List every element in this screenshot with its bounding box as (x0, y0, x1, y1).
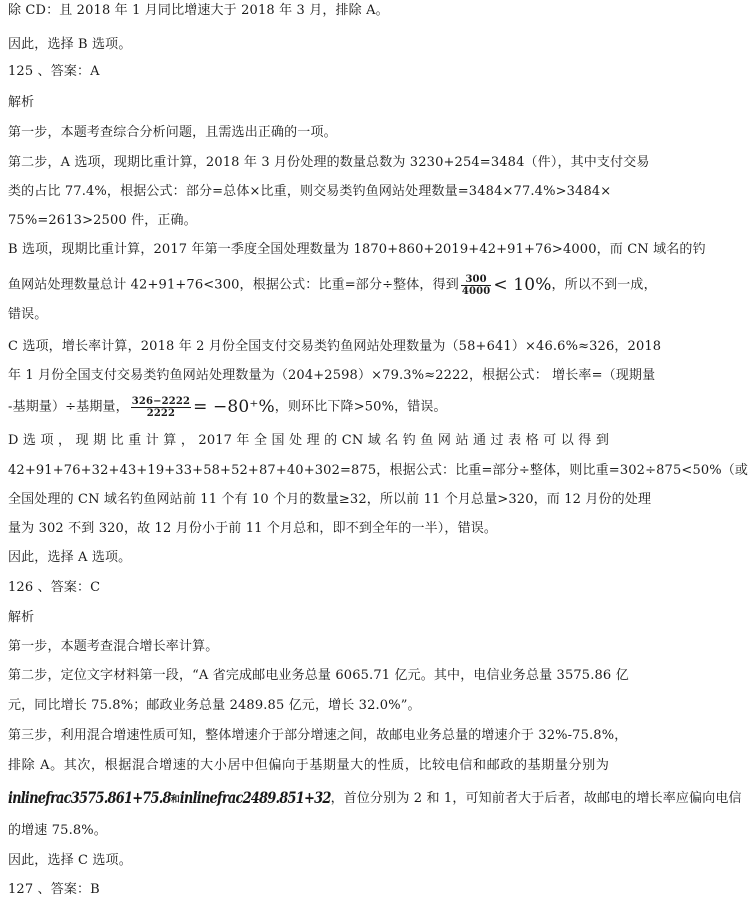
text-line: 错误。 (8, 307, 48, 322)
answer-heading: 125 、答案：A (8, 64, 100, 79)
answer-heading: 126 、答案：C (8, 580, 101, 595)
conclusion-line: 因此，选择 C 选项。 (8, 853, 132, 868)
comparison-expression: < 10% (493, 275, 552, 295)
option-d-line: D 选 项 ， 现 期 比 重 计 算 ， 2017 年 全 国 处 理 的 CN 域 名 钓 鱼 网 站 通 过 表 格 可 以 得 到 (8, 433, 609, 448)
text-fragment: -基期量）÷基期量， (8, 399, 129, 415)
result-expression: = −80⁺% (193, 397, 275, 417)
garbled-formula: inlinefrac3575.861+75.8 (8, 789, 171, 808)
formula-line (8, 394, 609, 420)
fraction (131, 396, 191, 419)
fraction (461, 274, 491, 297)
formula-line (8, 272, 657, 298)
fraction-numerator: 326−2222 (131, 395, 191, 407)
option-c-line: C 选项，增长率计算，2018 年 2 月份全国支付交易类钓鱼网站处理数量为（58+641）×46.6%≈326，2018 (8, 339, 662, 354)
conclusion-line: 因此，选择 A 选项。 (8, 550, 132, 565)
step-line: 第一步，本题考查混合增长率计算。 (8, 639, 219, 654)
text-line: 元，同比增长 75.8%；邮政业务总量 2489.85 亿元，增长 32.0%”。 (8, 698, 421, 713)
analysis-heading: 解析 (8, 610, 35, 625)
analysis-heading: 解析 (8, 95, 35, 110)
text-fragment: ，所以不到一成， (551, 277, 657, 293)
answer-heading: 127 、答案：B (8, 882, 100, 897)
text-line: 年 1 月份全国支付交易类钓鱼网站处理数量为（204+2598）×79.3%≈2222，根据公式： 增长率=（现期量 (8, 368, 656, 383)
fraction-numerator: 300 (461, 274, 491, 286)
conclusion-line: 因此，选择 B 选项。 (8, 37, 132, 52)
text-line: 除 CD：且 2018 年 1 月同比增速大于 2018 年 3 月，排除 A。 (8, 3, 389, 18)
text-line: 75%=2613>2500 件，正确。 (8, 213, 197, 228)
text-fragment: 鱼网站处理数量总计 42+91+76<300，根据公式：比重=部分÷整体，得到 (8, 277, 459, 293)
text-line: 的增速 75.8%。 (8, 823, 107, 838)
text-line: 类的占比 77.4%，根据公式：部分=总体×比重，则交易类钓鱼网站处理数量=3484×77.4%>3484× (8, 184, 612, 199)
step-line: 第二步，A 选项，现期比重计算，2018 年 3 月份处理的数量总数为 3230+254=3484（件），其中支付交易 (8, 155, 650, 170)
step-line: 第一步，本题考查综合分析问题，且需选出正确的一项。 (8, 125, 337, 140)
text-fragment: 和 (170, 795, 180, 805)
garbled-formula-line (8, 787, 742, 811)
step-line: 第三步，利用混合增速性质可知，整体增速介于部分增速之间，故邮电业务总量的增速介于 32%-75.8%， (8, 728, 628, 743)
text-fragment: ，首位分别为 2 和 1，可知前者大于后者，故邮电的增长率应偏向电信 (330, 791, 742, 806)
text-line: 全国处理的 CN 域名钓鱼网站前 11 个有 10 个月的数量≥32，所以前 11 个月总量>320，而 12 月份的处理 (8, 492, 652, 507)
step-line: 第二步，定位文字材料第一段，“A 省完成邮电业务总量 6065.71 亿元。其中，电信业务总量 3575.86 亿 (8, 668, 629, 683)
text-line: 42+91+76+32+43+19+33+58+52+87+40+302=875，根据公式：比重=部分÷整体，则比重=302÷875<50%（或 (8, 463, 748, 478)
text-line: 量为 302 不到 320，故 12 月份小于前 11 个月总和，即不到全年的一半），错误。 (8, 521, 498, 536)
garbled-formula: inlinefrac2489.851+32 (179, 789, 331, 808)
text-line: 排除 A。其次，根据混合增速的大小居中但偏向于基期量大的性质，比较电信和邮政的基期量分别为 (8, 758, 609, 773)
fraction-denominator: 4000 (461, 285, 491, 297)
text-fragment: ，则环比下降>50%，错误。 (274, 399, 447, 415)
option-b-line: B 选项，现期比重计算，2017 年第一季度全国处理数量为 1870+860+2019+42+91+76>4000，而 CN 域名的钓 (8, 242, 706, 257)
fraction-denominator: 2222 (146, 407, 176, 419)
